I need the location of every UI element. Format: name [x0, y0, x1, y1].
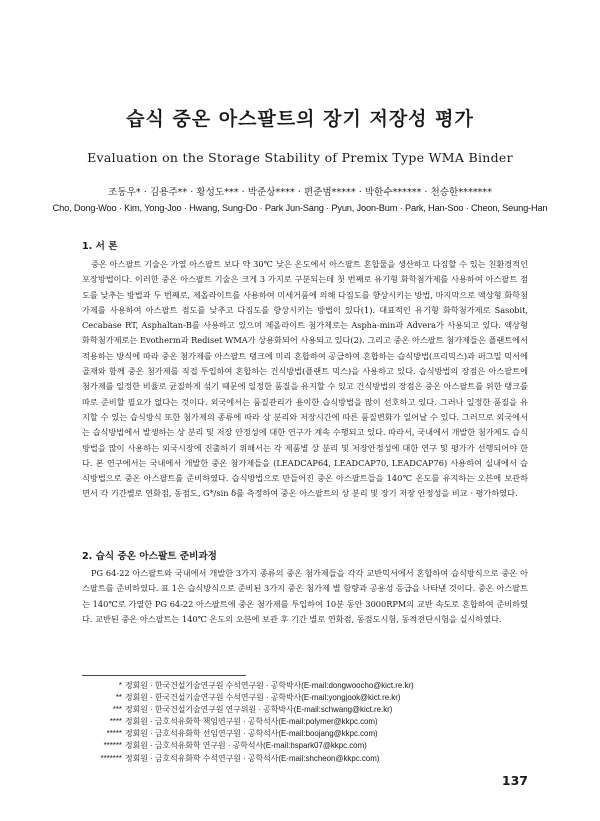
section-1-body: 중온 아스팔트 기술은 가열 아스팔트 보다 약 30℃ 낮은 온도에서 아스팔트 혼합물을 생산하고 다짐할 수 있는 친환경적인 포장방법이다. 이러한 중온 아스팔트 기술은 크게 3 가지로 구분되는데 첫 번째로 유기형 화학첨가제를 사용하여 아스팔트 점도를 낮추는 방법과 두 번째로, 제올라이트를 사용하여 미세거품에 의해 다짐도를 향상시키는 방법, 마지막으로 액상형 화학첨가제를 사용하여 아스팔트 점도를 낮추고 다짐도를 향상시키는 방법이 있다(1). 대표적인 유기형 화학첨가제로 Sasobit, Cecabase RT, Asphaltan-B를 사용하고 있으며 제올라이트 첨가제로는 Aspha-min과 Advera가 사용되고 있다. 액상형 화학첨가제로는 Evotherm과 Rediset WMA가 상용화되어 사용되고 있다(2). 그리고 중온 아스팔트 첨가제들은 플랜트에서 적용하는 방식에 따라 중온 첨가제를 아스팔트 탱크에 미리 혼합하여 공급하여 혼합하는 습식방법(프리믹스)과 퍼그밀 믹서에 골재와 함께 중온 첨가제를 직접 투입하여 혼합하는 건식방법(플랜트 믹스)을 사용하고 있다. 습식방법의 장점은 아스팔트에 첨가제를 일정한 비율로 균질하게 섞기 때문에 일정한 품질을 유지할 수 있고 건식방법의 장점은 중온 아스팔트를 위한 탱크를 따로 준비할 필요가 없다는 것이다. 외국에서는 품질관리가 용이한 습식방법을 많이 선호하고 있다. 그러나 일정한 품질을 유지할 수 있는 습식방식 또한 첨가제의 종류에 따라 상 분리와 저장시간에 따른 품질변화가 일어날 수 있다. 그러므로 외국에서는 습식방법에서 발생하는 상 분리 및 저장 안정성에 대한 연구가 계속 수행되고 있다. 따라서, 국내에서 개발한 첨가제도 습식방법을 많이 사용하는 외국시장에 진출하기 위해서는 각 제품별 상 분리 및 저장안정성에 대한 연구 및 평가가 선행되어야 한다. 본 연구에서는 국내에서 개발한 중온 첨가제들을 (LEADCAP64, LEADCAP70, LEADCAP76) 사용하여 실내에서 습식방법으로 중온 아스팔트를 준비하였다. 습식방법으로 만들어진 중온 아스팔트들을 140℃ 온도를 유지하는 오븐에 보관하면서 각 기간별로 연화점, 동점도, G*/sin δ를 측정하여 중온 아스팔트의 상 분리 및 장기 저장 안정성을 비교 · 평가하였다. [82, 259, 528, 499]
section-1-heading: 1. 서 론 [82, 241, 118, 252]
footnote-mark: ***** [106, 729, 122, 739]
footnote-text: 정회원 · 금호석유화학 연구원 · 공학석사(E-mail:hspark07@kkpc.com) [125, 741, 367, 751]
footnote-text: 정회원 · 한국건설기술연구원 수석연구원 · 공학박사(E-mail:dongwoocho@kict.re.kr) [125, 681, 414, 690]
footnote [82, 740, 528, 752]
authors-english: Cho, Dong-Woo · Kim, Yong-Joo · Hwang, Sung-Do · Park Jun-Sang · Pyun, Joon-Bum · Park, Han-Soo · Cheon, Seung-Han [52, 203, 548, 213]
footnote-mark: *** [112, 705, 122, 715]
footnote-list [82, 680, 528, 765]
footnote [82, 680, 528, 692]
footnote-text: 정회원 · 금호석유화학 수석연구원 · 공학석사(E-mail:shcheon@kkpc.com) [125, 753, 380, 763]
footnote-text: 정회원 · 한국건설기술연구원 연구위원 · 공학박사(E-mail:schwang@kict.re.kr) [125, 705, 393, 715]
section-2-heading: 2. 습식 중온 아스팔트 준비과정 [82, 551, 217, 562]
title-english: Evaluation on the Storage Stability of Premix Type WMA Binder [87, 150, 513, 165]
title-korean: 습식 중온 아스팔트의 장기 저장성 평가 [126, 108, 474, 130]
footnote-text: 정회원 · 금호석유화학 선임연구원 · 공학석사(E-mail:boojang@kkpc.com) [125, 729, 378, 739]
footnote [82, 728, 528, 740]
page-number: 137 [501, 773, 528, 788]
footnote [82, 692, 528, 704]
footnote [82, 716, 528, 728]
authors-korean: 조동우* · 김용주** · 황성도*** · 박준상**** · 편준범***** · 박한수****** · 천승한******* [108, 187, 492, 198]
footnote [82, 753, 528, 765]
footnote-mark: ******* [100, 753, 122, 763]
section-2-body: PG 64-22 아스팔트와 국내에서 개발한 3가지 종류의 중온 첨가제들을 각각 교반믹서에서 혼합하여 습식방식으로 중온 아스팔트를 준비하였다. 표 1은 습식방식으로 준비된 3가지 중온 첨가제 별 함량과 공용성 등급을 나타낸 것이다. 중온 아스팔트는 140℃로 가열한 PG 64-22 아스팔트에 중온 첨가제를 투입하여 10분 동안 3000RPM의 교반 속도로 혼합하여 준비하였다. 교반된 중온 아스팔트는 140℃ 온도의 오븐에 보관 후 기간 별로 연화점, 동점도시험, 동적전단시험을 실시하였다. [82, 568, 528, 624]
footnote-mark: **** [109, 717, 122, 727]
footnote [82, 704, 528, 716]
footnote-text: 정회원 · 한국건설기술연구원 수석연구원 · 공학박사(E-mail:yongjook@kict.re.kr) [125, 693, 401, 703]
footnote-divider [82, 675, 246, 676]
footnote-text: 정회원 · 금호석유화학 책임연구원 · 공학석사(E-mail:polymer@kkpc.com) [125, 717, 378, 727]
footnote-mark: ** [115, 693, 122, 703]
footnote-mark: * [118, 681, 122, 690]
footnote-mark: ****** [103, 741, 122, 751]
